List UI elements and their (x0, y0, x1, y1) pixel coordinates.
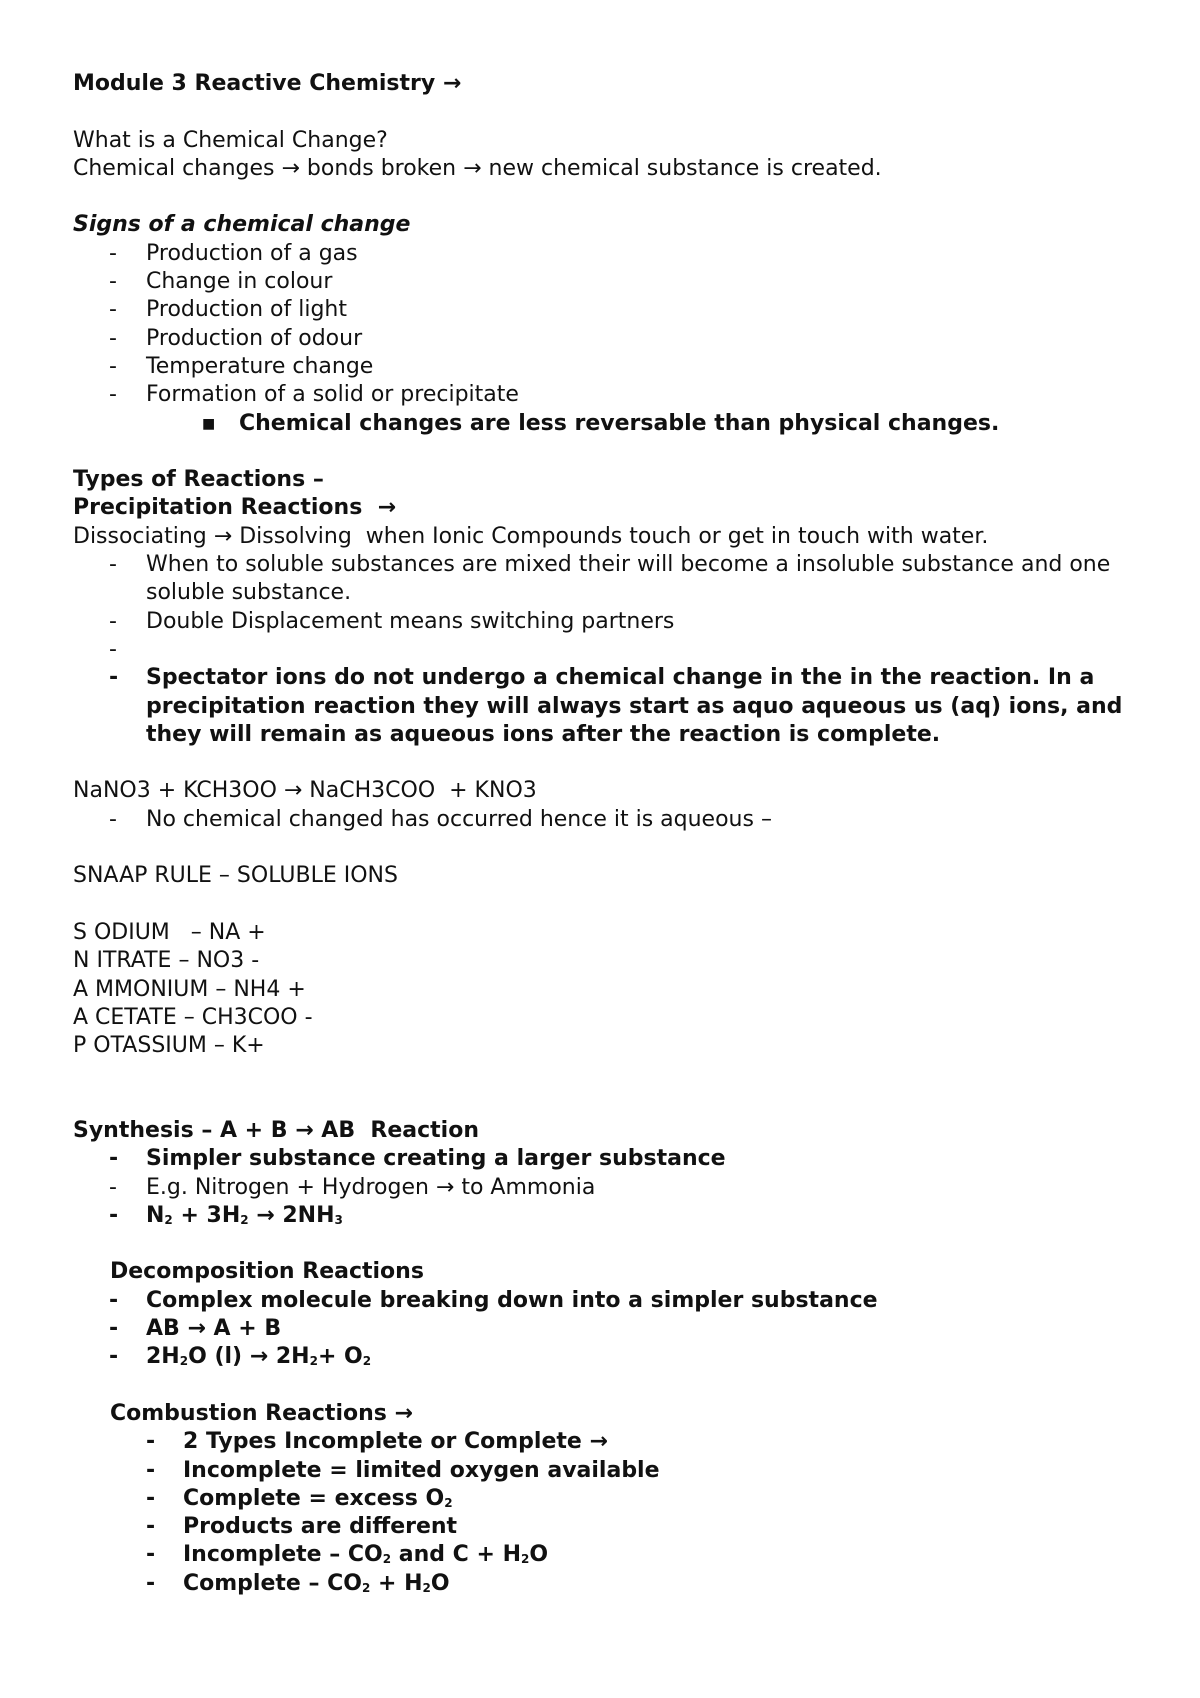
synthesis-equation: - $N_2 + 3H_2 \to 2NH_3$ (109, 1202, 343, 1228)
list-item: - Complex molecule breaking down into a simpler substance (109, 1287, 878, 1313)
synthesis-heading: Synthesis – A + B → AB Reaction (73, 1117, 479, 1143)
decomposition-equation: - $2H_2O$ $(l) \to 2H_2+ O_2$ (109, 1344, 372, 1370)
document-title: Module 3 Reactive Chemistry → (73, 71, 462, 96)
decomposition-heading: Decomposition Reactions (110, 1259, 424, 1285)
spectator-ions-note: - Spectator ions do not undergo a chemical change in the in the reaction. In a precipitation reaction they will always start as aquo aqueous us (aq) ions, and they will remain as aqueous ions after the reaction is complete. (109, 665, 1123, 747)
list-item: - Production of light (109, 297, 347, 323)
list-item: - Products are different (146, 1514, 458, 1540)
list-item: - Production of a gas (109, 240, 358, 266)
snaap-heading: SNAAP RULE – SOLUBLE IONS (73, 863, 398, 889)
types-heading: Types of Reactions – (73, 467, 324, 493)
snaap-item: P OTASSIUM – K+ (73, 1033, 265, 1059)
precipitation-heading: Precipitation Reactions → (73, 495, 397, 521)
list-item: - Incomplete = limited oxygen available (146, 1457, 660, 1483)
definition-chemical-change: Chemical changes → bonds broken → new chemical substance is created. (73, 155, 882, 181)
equation: NaNO3 + KCH3OO → NaCH3COO + KNO3 (73, 778, 537, 804)
list-item: - Double Displacement means switching partners (109, 608, 675, 634)
snaap-item: S ODIUM – NA + (73, 919, 266, 945)
dissociating-text: Dissociating → Dissolving when Ionic Compounds touch or get in touch with water. (73, 523, 989, 549)
list-item: - Production of odour (109, 325, 363, 351)
snaap-item: A MMONIUM – NH4 + (73, 976, 306, 1002)
snaap-item: N ITRATE – NO3 - (73, 948, 260, 974)
list-item: - When to soluble substances are mixed their will become a insoluble substance and one soluble substance. (109, 552, 1111, 606)
list-item: - AB → A + B (109, 1316, 282, 1342)
list-item: - E.g. Nitrogen + Hydrogen → to Ammonia (109, 1174, 596, 1200)
list-item: - Complete = excess $O_2$ (146, 1485, 453, 1511)
combustion-heading: Combustion Reactions → (110, 1400, 413, 1426)
list-item: - (109, 636, 117, 662)
list-item: - Change in colour (109, 269, 333, 295)
document-page (73, 70, 1153, 1598)
square-bullet-icon: ■ (202, 415, 216, 432)
list-item: - Simpler substance creating a larger substance (109, 1146, 726, 1172)
list-item: - 2 Types Incomplete or Complete → (146, 1429, 608, 1455)
snaap-item: A CETATE – CH3COO - (73, 1004, 313, 1030)
question-chemical-change: What is a Chemical Change? (73, 127, 388, 153)
signs-heading: Signs of a chemical change (73, 212, 411, 238)
list-item: - Temperature change (109, 353, 374, 379)
list-item: - No chemical changed has occurred hence it is aqueous – (109, 806, 772, 832)
list-item: - Formation of a solid or precipitate (109, 382, 519, 408)
list-item: - Complete – $CO_2 + H_2O$ (146, 1570, 450, 1596)
signs-note: ■ Chemical changes are less reversable than physical changes. (73, 410, 1153, 438)
list-item: - Incomplete – $CO_2$ and $C + H_2O$ (146, 1542, 549, 1568)
